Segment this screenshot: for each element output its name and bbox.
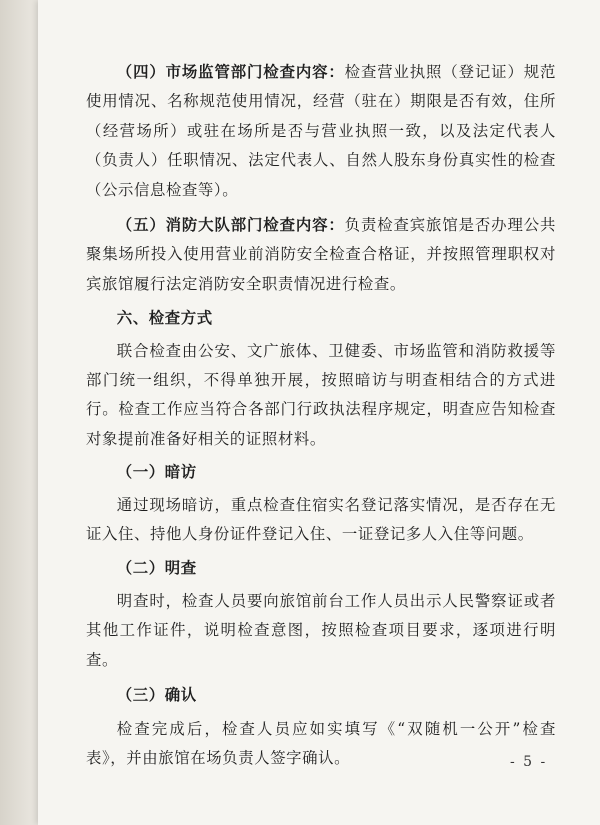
subheading-open-inspection: （二）明查 [116, 558, 197, 577]
paragraph-covert-visit: 通过现场暗访，重点检查住宿实名登记落实情况，是否存在无证入住、持他人身份证件登记入住、一证登记多人入住等问题。 [86, 495, 556, 544]
paragraph-market-supervision [86, 58, 556, 205]
subheading-covert-visit: （一）暗访 [116, 463, 197, 482]
paragraph-body: 检查营业执照（登记证）规范使用情况、名称规范使用情况，经营（驻在）期限是否有效，住所（经营场所）或驻在场所是否与营业执照一致，以及法定代表人（负责人）任职情况、法定代表人、自然人股东身份真实性的检查（公示信息检查等）。 [86, 63, 556, 199]
paragraph-open-inspection: 明查时，检查人员要向旅馆前台工作人员出示人民警察证或者其他工作证件，说明检查意图，按照检查项目要求，逐项进行明查。 [86, 591, 556, 669]
section-heading-inspection-method: 六、检查方式 [116, 309, 213, 328]
subheading-confirmation: （三）确认 [116, 686, 197, 705]
paragraph-joint-inspection: 联合检查由公安、文广旅体、卫健委、市场监管和消防救援等部门统一组织，不得单独开展，按照暗访与明查相结合的方式进行。检查工作应当符合各部门行政执法程序规定，明查应告知检查对象提前准备好相关的证照材料。 [86, 341, 556, 448]
page-content [86, 58, 556, 773]
page-number: - 5 - [510, 754, 548, 770]
paragraph-lead: （四）市场监管部门检查内容： [116, 63, 345, 81]
paragraph-lead: （五）消防大队部门检查内容： [116, 216, 345, 235]
paragraph-body: 负责检查宾旅馆是否办理公共聚集场所投入使用营业前消防安全检查合格证，并按照管理职权对宾旅馆履行法定消防安全职责情况进行检查。 [86, 216, 556, 293]
adjacent-page-edge [0, 0, 38, 825]
paragraph-fire-brigade [86, 211, 556, 299]
paragraph-confirmation: 检查完成后，检查人员应如实填写《“双随机一公开”检查表》，并由旅馆在场负责人签字确认。 [86, 719, 556, 767]
document-page [38, 0, 600, 825]
